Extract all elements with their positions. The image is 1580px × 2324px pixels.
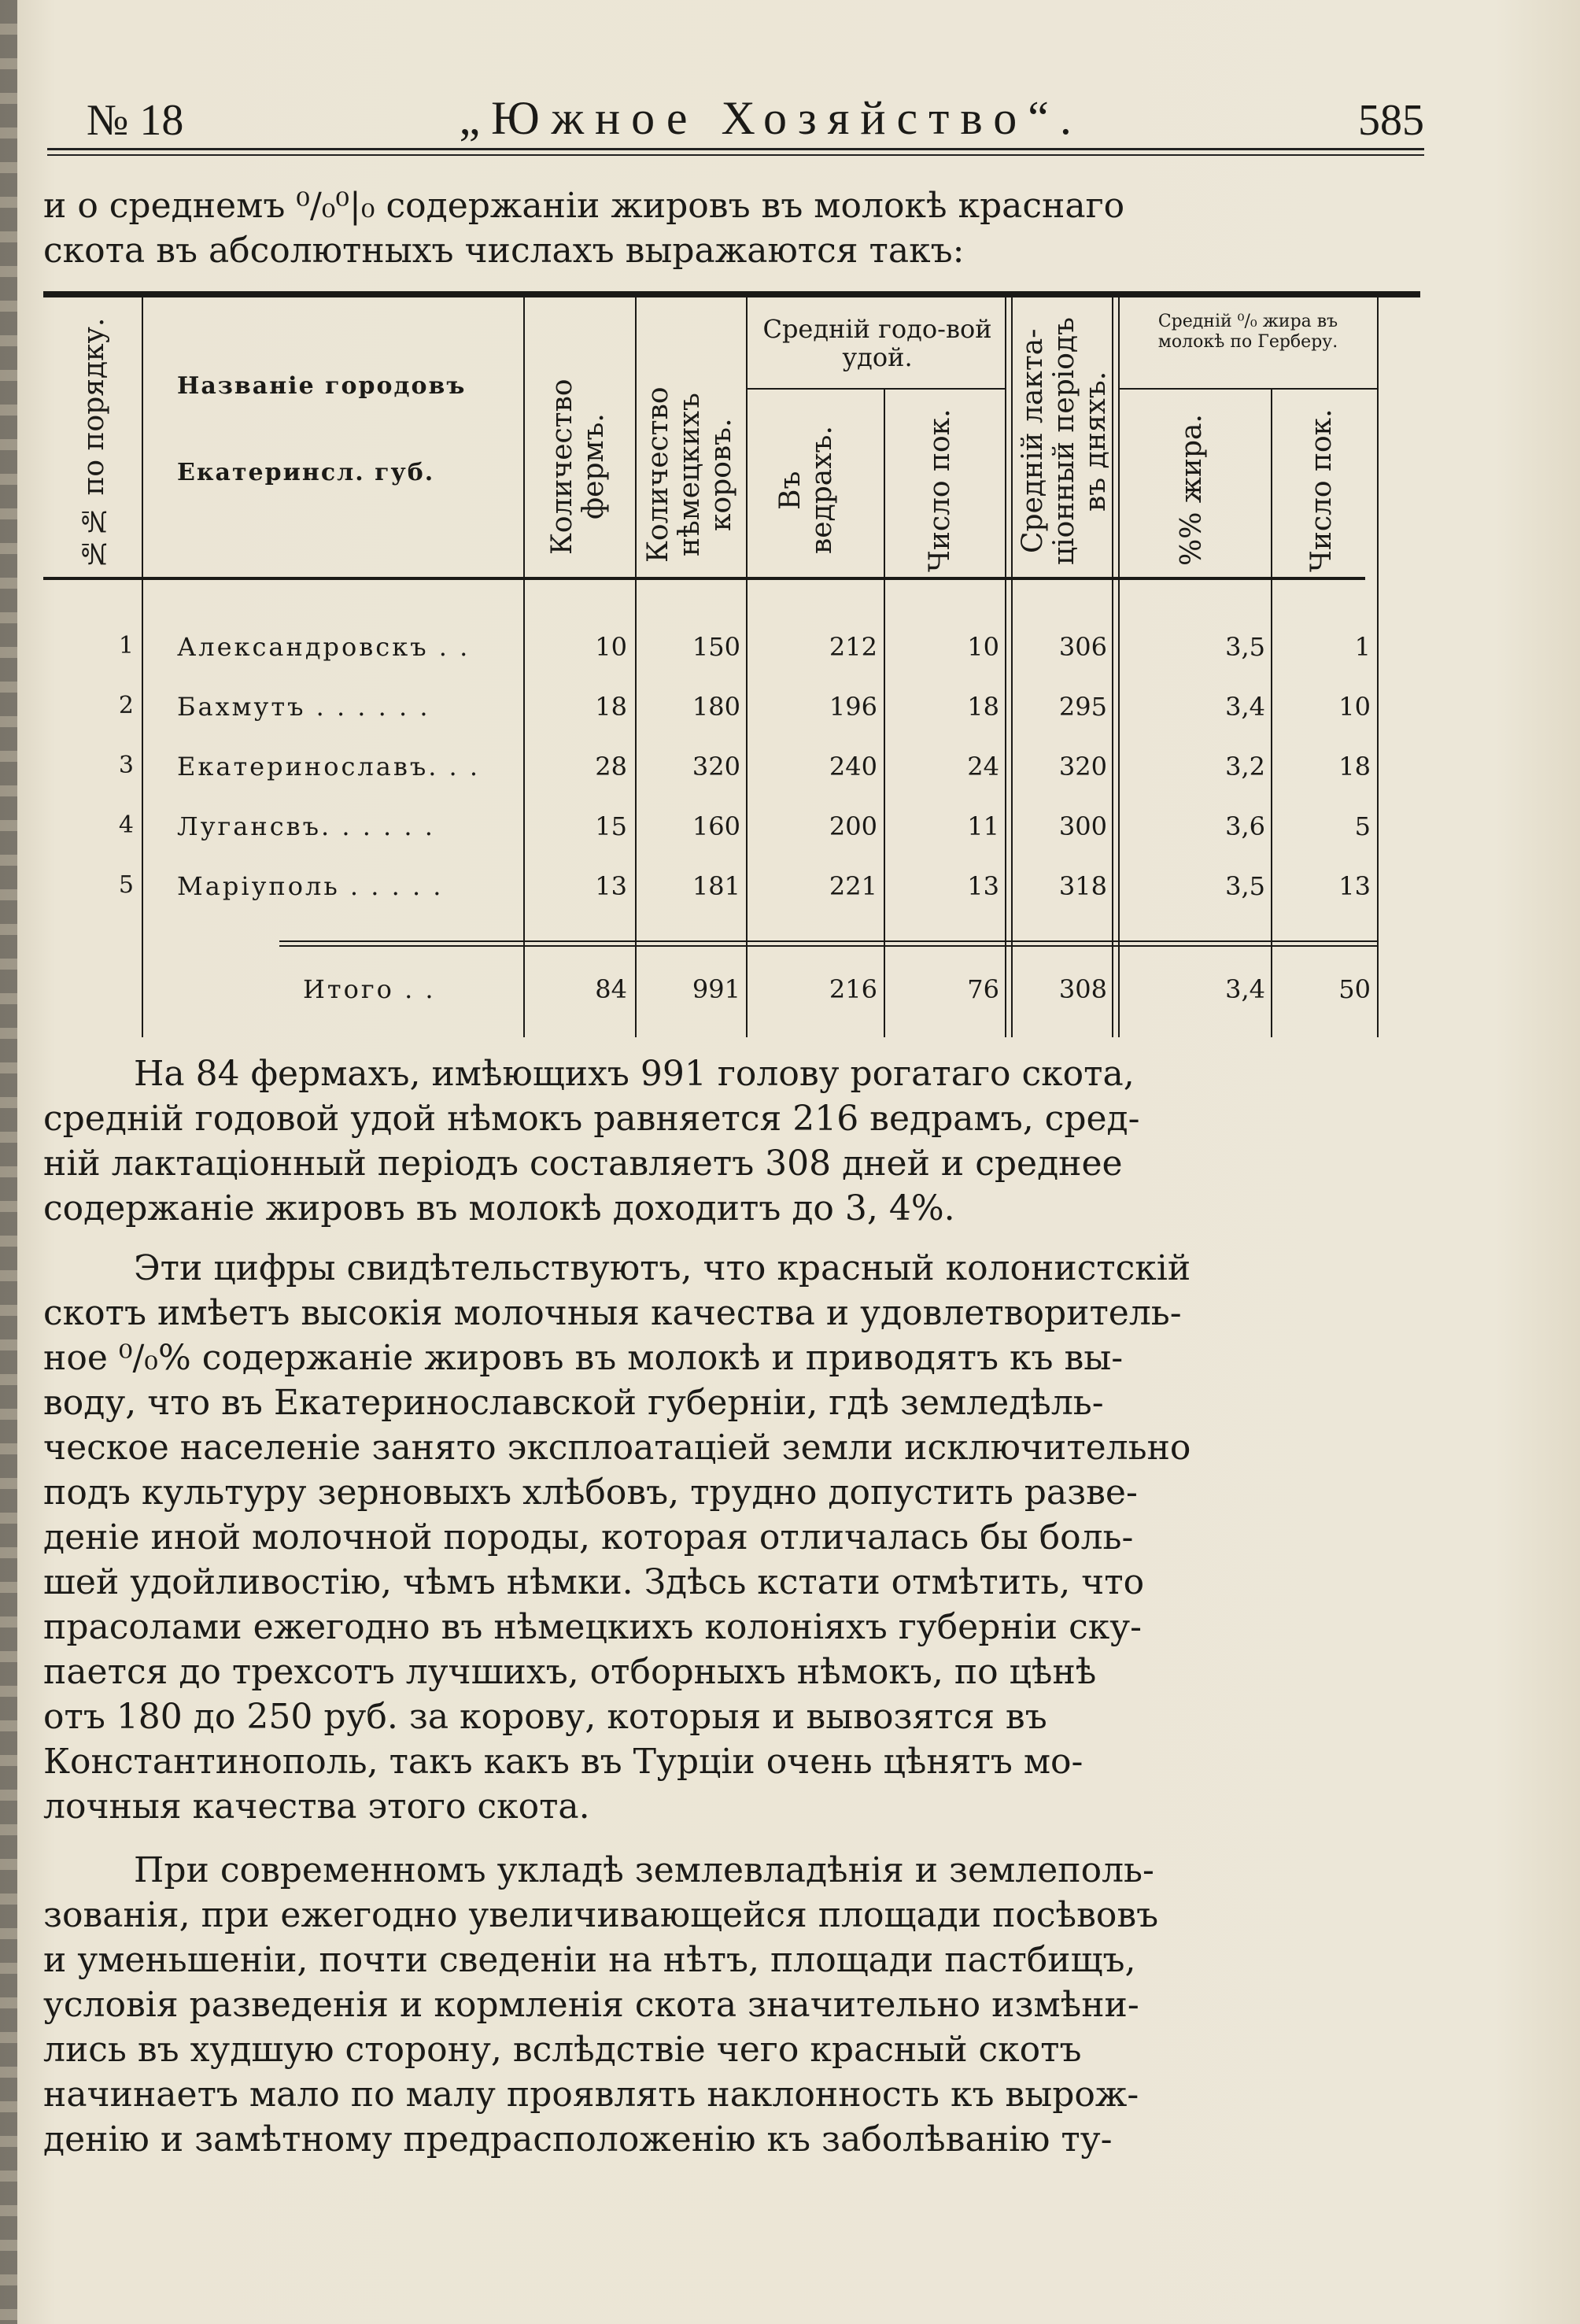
header-rule-thin bbox=[47, 154, 1424, 156]
col-divider bbox=[635, 297, 637, 1037]
group-rule bbox=[748, 388, 1005, 390]
paragraph-line: отъ 180 до 250 руб. за корову, которыя и вывозятся въ bbox=[43, 1697, 1047, 1737]
col-divider bbox=[523, 297, 525, 1037]
intro-line: и о среднемъ ⁰/₀⁰|₀ содержаніи жировъ въ молокѣ краснаго bbox=[43, 186, 1125, 226]
total-rule bbox=[525, 945, 1377, 947]
total-rule bbox=[279, 945, 523, 947]
col-header-fat-count: Число пок. bbox=[1305, 408, 1338, 572]
col-header-city-2: Екатеринсл. губ. bbox=[177, 459, 435, 486]
row-cell-farms: 28 bbox=[595, 752, 627, 781]
row-cell-lact: 320 bbox=[1058, 752, 1107, 781]
group-rule bbox=[1120, 388, 1377, 390]
row-cell-lact: 318 bbox=[1058, 871, 1107, 901]
paragraph-line: ческое населеніе занято эксплоатацiей земли исключительно bbox=[43, 1428, 1191, 1468]
row-cell-cows: 150 bbox=[692, 632, 740, 662]
paragraph-line: При современномъ укладѣ землевладѣнія и землеполь- bbox=[134, 1850, 1154, 1890]
paragraph-line: содержаніе жировъ въ молокѣ доходитъ до 3, 4%. bbox=[43, 1188, 955, 1229]
paragraph-line: шей удойливостiю, чѣмъ нѣмки. Здѣсь кстати отмѣтить, что bbox=[43, 1562, 1145, 1602]
paragraph-2 bbox=[43, 1246, 1420, 1829]
total-rule bbox=[525, 940, 1377, 942]
col-divider bbox=[1118, 297, 1120, 1037]
col-header-yield-count: Число пок. bbox=[924, 408, 956, 572]
row-cell-farms: 10 bbox=[595, 632, 627, 662]
col-header-fat-pct: %% жира. bbox=[1176, 414, 1208, 567]
col-header-cows: Количество нѣмецкихъ коровъ. bbox=[642, 386, 737, 563]
col-header-fat-group: Средній ⁰/₀ жира въ молокѣ по Герберу. bbox=[1157, 312, 1338, 352]
paragraph-line: Эти цифры свидѣтельствуютъ, что красный колонистскiй bbox=[134, 1248, 1191, 1288]
col-divider bbox=[746, 297, 748, 1037]
binding-edge bbox=[0, 0, 17, 2324]
col-header-yield-buckets: Въ ведрахъ. bbox=[774, 426, 838, 555]
total-fat: 3,4 bbox=[1225, 974, 1265, 1004]
row-number: 1 bbox=[118, 632, 134, 660]
row-cell-cows: 180 bbox=[692, 692, 740, 722]
paragraph-3 bbox=[43, 1848, 1420, 2162]
data-table bbox=[43, 297, 1381, 1037]
row-number: 3 bbox=[118, 752, 134, 779]
paragraph-line: подъ культуру зерновыхъ хлѣбовъ, трудно допустить разве- bbox=[43, 1472, 1138, 1513]
col-divider bbox=[1011, 297, 1013, 1037]
paragraph-line: Константинополь, такъ какъ въ Турціи очень цѣнятъ мо- bbox=[43, 1742, 1083, 1782]
row-cell-buckets: 221 bbox=[829, 871, 877, 901]
row-cell-yc: 11 bbox=[967, 811, 999, 841]
row-cell-cows: 181 bbox=[692, 871, 740, 901]
paragraph-line: На 84 фермахъ, имѣющихъ 991 голову рогатаго скота, bbox=[134, 1054, 1135, 1094]
table-top-rule bbox=[43, 291, 1420, 297]
row-cell-buckets: 196 bbox=[829, 692, 877, 722]
row-city: Екатеринославъ. . . bbox=[177, 752, 481, 781]
paragraph-line: денію и замѣтному предрасположенію къ заболѣванію ту- bbox=[43, 2119, 1113, 2160]
row-cell-buckets: 200 bbox=[829, 811, 877, 841]
col-header-lactation: Средній лакта-ціонный періодъ въ дняхъ. bbox=[1017, 316, 1112, 566]
row-cell-fc: 10 bbox=[1338, 692, 1371, 722]
row-cell-cows: 320 bbox=[692, 752, 740, 781]
row-cell-fat: 3,4 bbox=[1225, 692, 1265, 722]
running-header bbox=[87, 83, 1424, 146]
total-farms: 84 bbox=[595, 974, 627, 1004]
paragraph-line: условія разведенія и кормленія скота значительно измѣни- bbox=[43, 1985, 1139, 2025]
row-cell-fat: 3,5 bbox=[1225, 632, 1265, 662]
row-number: 4 bbox=[118, 811, 134, 839]
row-cell-lact: 295 bbox=[1058, 692, 1107, 722]
paragraph-line: среднiй годовой удой нѣмокъ равняется 216 ведрамъ, сред- bbox=[43, 1099, 1140, 1139]
row-city: Лугансвъ. . . . . . bbox=[177, 811, 435, 841]
paragraph-line: пается до трехсотъ лучшихъ, отборныхъ нѣмокъ, по цѣнѣ bbox=[43, 1652, 1097, 1692]
total-label: Итого . . bbox=[303, 974, 436, 1004]
col-header-city-1: Названіе городовъ bbox=[177, 372, 467, 400]
row-cell-fat: 3,2 bbox=[1225, 752, 1265, 781]
row-cell-cows: 160 bbox=[692, 811, 740, 841]
row-cell-farms: 13 bbox=[595, 871, 627, 901]
total-buckets: 216 bbox=[829, 974, 877, 1004]
row-cell-yc: 18 bbox=[967, 692, 999, 722]
row-city: Маріуполь . . . . . bbox=[177, 871, 444, 901]
paragraph-line: деніе иной молочной породы, которая отличалась бы боль- bbox=[43, 1517, 1134, 1557]
paragraph-line: начинаетъ мало по малу проявлять наклонность къ вырож- bbox=[43, 2075, 1139, 2115]
row-cell-farms: 18 bbox=[595, 692, 627, 722]
row-number: 5 bbox=[118, 871, 134, 899]
paragraph-line: лочныя качества этого скота. bbox=[43, 1786, 590, 1827]
col-header-yield-group: Среднiй годо-вой удой. bbox=[762, 314, 992, 372]
row-cell-yc: 10 bbox=[967, 632, 999, 662]
row-cell-fc: 1 bbox=[1354, 632, 1371, 662]
row-cell-lact: 300 bbox=[1058, 811, 1107, 841]
intro-text bbox=[43, 183, 1436, 273]
col-header-farms: Количество фермъ. bbox=[546, 379, 610, 555]
row-cell-fc: 18 bbox=[1338, 752, 1371, 781]
row-cell-fc: 5 bbox=[1354, 811, 1371, 841]
paragraph-line: ное ⁰/₀% содержаніе жировъ въ молокѣ и приводятъ къ вы- bbox=[43, 1338, 1124, 1378]
paragraph-line: нiй лактаціонный періодъ составляетъ 308 дней и среднее bbox=[43, 1144, 1123, 1184]
header-rule bbox=[47, 148, 1424, 150]
paragraph-line: лись въ худшую сторону, вслѣдствіе чего красный скотъ bbox=[43, 2030, 1082, 2070]
row-cell-buckets: 240 bbox=[829, 752, 877, 781]
table-header-rule bbox=[43, 577, 1365, 580]
row-cell-buckets: 212 bbox=[829, 632, 877, 662]
row-number: 2 bbox=[118, 692, 134, 719]
col-divider bbox=[1377, 297, 1379, 1037]
row-cell-fat: 3,5 bbox=[1225, 871, 1265, 901]
paragraph-line: воду, что въ Екатеринославской губерніи, гдѣ земледѣль- bbox=[43, 1383, 1104, 1423]
row-cell-fc: 13 bbox=[1338, 871, 1371, 901]
total-rule bbox=[279, 940, 523, 942]
total-cows: 991 bbox=[692, 974, 740, 1004]
paragraph-1 bbox=[43, 1051, 1420, 1231]
issue-number: № 18 bbox=[87, 96, 184, 145]
row-city: Александровскъ . . bbox=[177, 632, 471, 662]
intro-line: скота въ абсолютныхъ числахъ выражаются такъ: bbox=[43, 231, 965, 271]
page-number: 585 bbox=[1357, 96, 1424, 145]
paragraph-line: прасолами ежегодно въ нѣмецкихъ колоніяхъ губерніи ску- bbox=[43, 1607, 1142, 1647]
row-cell-yc: 13 bbox=[967, 871, 999, 901]
col-divider bbox=[1112, 297, 1113, 1037]
row-cell-fat: 3,6 bbox=[1225, 811, 1265, 841]
row-cell-yc: 24 bbox=[967, 752, 999, 781]
paragraph-line: зованія, при ежегодно увеличивающейся площади посѣвовъ bbox=[43, 1895, 1159, 1935]
col-header-no: №№ по порядку. bbox=[78, 317, 110, 569]
total-yield-count: 76 bbox=[967, 974, 999, 1004]
total-fat-count: 50 bbox=[1338, 974, 1371, 1004]
total-lactation: 308 bbox=[1058, 974, 1107, 1004]
row-city: Бахмутъ . . . . . . bbox=[177, 692, 430, 722]
row-cell-lact: 306 bbox=[1058, 632, 1107, 662]
journal-title: „Южное Хозяйство“. bbox=[459, 92, 1083, 144]
row-cell-farms: 15 bbox=[595, 811, 627, 841]
col-divider bbox=[142, 297, 143, 1037]
paragraph-line: скотъ имѣетъ высокія молочныя качества и удовлетворитель- bbox=[43, 1293, 1182, 1333]
col-divider bbox=[1005, 297, 1006, 1037]
paragraph-line: и уменьшеніи, почти сведеніи на нѣтъ, площади пастбищъ, bbox=[43, 1940, 1136, 1980]
